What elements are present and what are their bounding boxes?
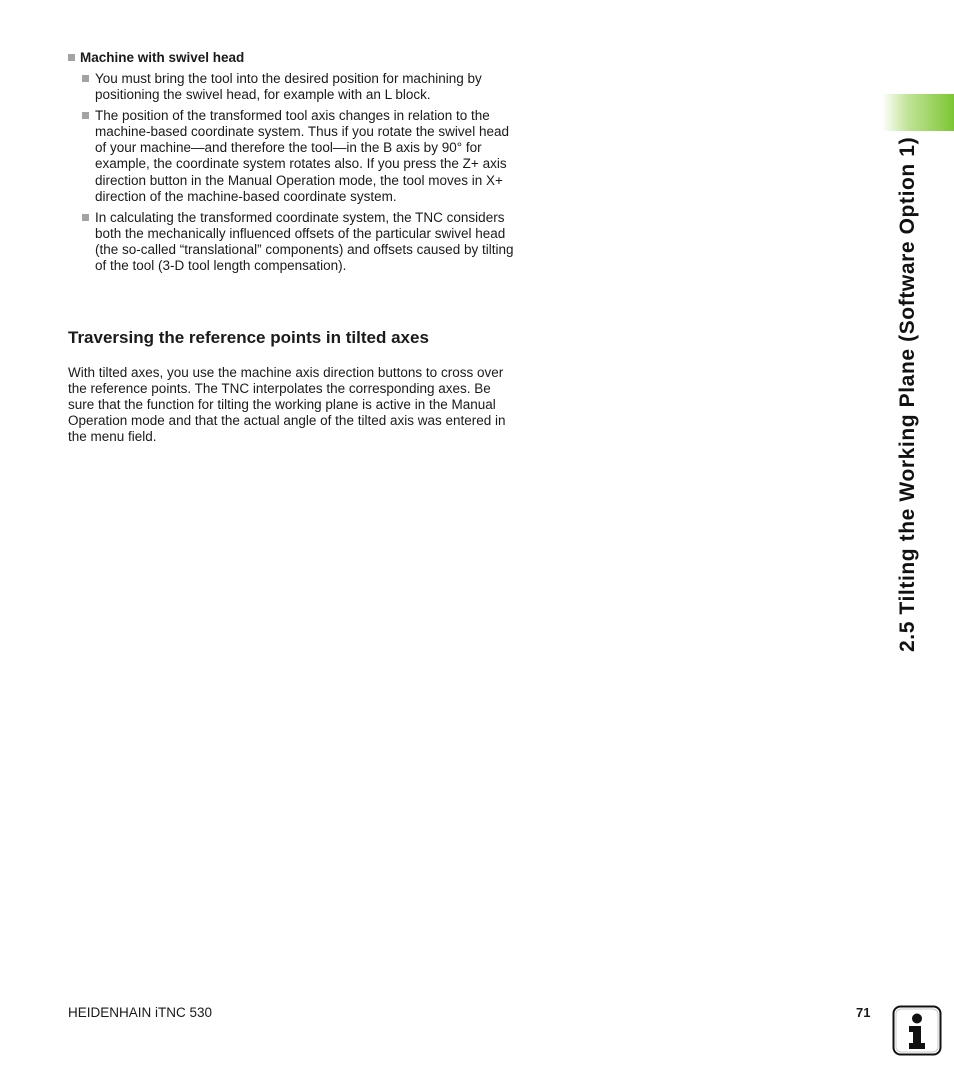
bullet-square-icon [82,214,89,221]
bullet-square-icon [82,75,89,82]
list-item-text: You must bring the tool into the desired position for machining by positioning the swivel head, for example with an L block. [95,71,482,103]
body-paragraph: With tilted axes, you use the machine axis direction buttons to cross over the reference points. The TNC interpolates the corresponding axes. Be sure that the function for tilting the working plane is active in the Manual Operation mode and that the actual angle of the tilted axis was entered in the menu field. [68,365,506,445]
bullet-square-icon [82,112,89,119]
page-number: 71 [856,1005,871,1020]
list-item [82,108,518,205]
list-item-text: In calculating the transformed coordinate system, the TNC considers both the mechanically influenced offsets of the particular swivel head (the so-called “translational” components) and offsets caused by tilting of the tool (3-D tool length compensation). [95,209,514,274]
bullet-square-icon [68,54,75,61]
chapter-tab-marker [882,94,954,131]
list-item [82,210,518,274]
section-heading: Traversing the reference points in tilted axes [68,328,429,347]
main-bullet [68,50,518,66]
list-item [82,71,518,103]
sub-bullet-list [82,71,518,279]
footer-product: HEIDENHAIN iTNC 530 [68,1005,213,1020]
main-bullet-label: Machine with swivel head [80,50,245,65]
info-icon [892,1005,942,1056]
side-chapter-title-text: 2.5 Tilting the Working Plane (Software Option 1) [896,136,919,652]
list-item-text: The position of the transformed tool axis changes in relation to the machine-based coordinate system. Thus if you rotate the swivel head of your machine—and therefore the tool—in the B axis by 90° for example, the coordinate system rotates also. If you press the Z+ axis direction button in the Manual Operation mode, the tool moves in X+ direction of the machine-based coordinate system. [95,108,509,204]
